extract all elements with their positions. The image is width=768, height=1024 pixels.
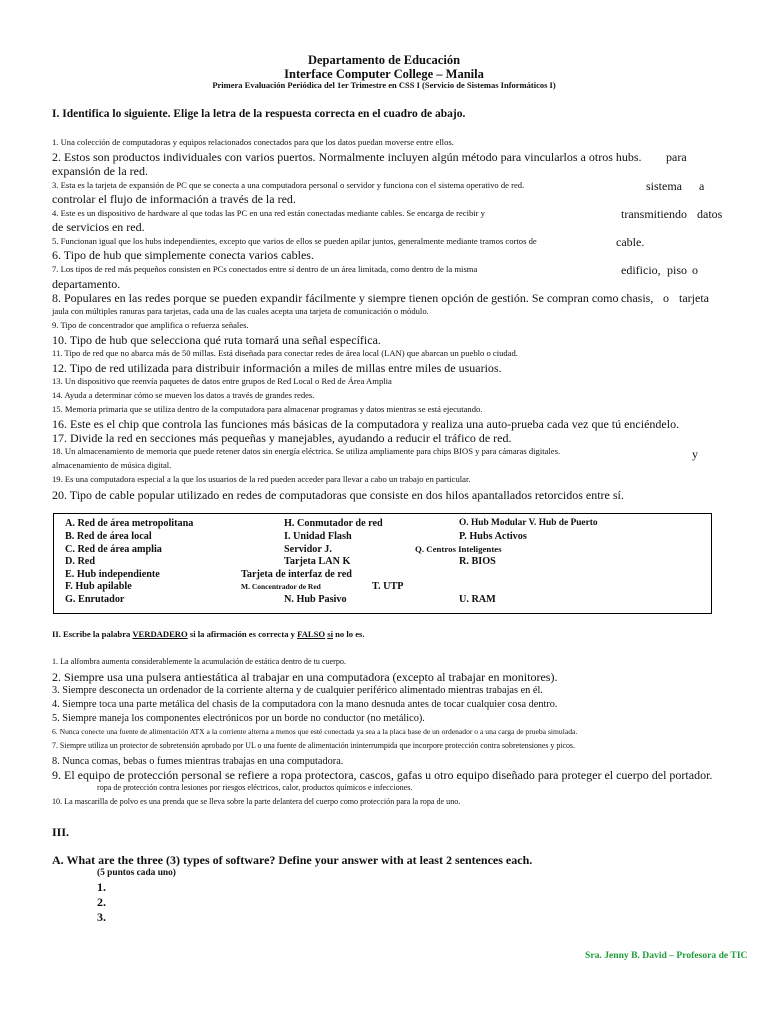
question-fragment: edificio, bbox=[621, 263, 661, 277]
question-line: 11. Tipo de red que no abarca más de 50 millas. Está diseñada para conectar redes de área local (LAN) que abarcan un pueblo o ciudad. bbox=[52, 348, 518, 358]
question-line: 10. Tipo de hub que selecciona qué ruta tomará una señal específica. bbox=[52, 333, 381, 347]
question-line: 6. Tipo de hub que simplemente conecta varios cables. bbox=[52, 248, 314, 262]
choice-p: P. Hubs Activos bbox=[459, 531, 527, 542]
statement-line: 3. Siempre desconecta un ordenador de la corriente alterna y de cualquier periférico alimentado mientras trabajas en él. bbox=[52, 685, 543, 696]
question-fragment: sistema bbox=[646, 179, 682, 193]
choice-t: T. UTP bbox=[372, 581, 404, 592]
question-line: jaula con múltiples ranuras para tarjetas, cada una de las cuales acepta una tarjeta de comunicación o módulo. bbox=[52, 306, 429, 316]
question-line: 20. Tipo de cable popular utilizado en redes de computadoras que consiste en dos hilos apantallados retorcidos entre sí. bbox=[52, 488, 624, 502]
question-line: de servicios en red. bbox=[52, 220, 145, 234]
choice-g: G. Enrutador bbox=[65, 594, 125, 605]
question-line: 16. Este es el chip que controla las funciones más básicas de la computadora y realiza una auto-prueba cada vez que tú enciéndelo. bbox=[52, 417, 680, 431]
choice-f: F. Hub apilable bbox=[65, 581, 132, 592]
question-line: controlar el flujo de información a través de la red. bbox=[52, 192, 296, 206]
question-line: 15. Memoria primaria que se utiliza dentro de la computadora para almacenar programas y datos mientras se está ejecutando. bbox=[52, 404, 483, 414]
statement-line: 8. Nunca comas, bebas o fumes mientras trabajas en una computadora. bbox=[52, 756, 344, 767]
question-fragment: y bbox=[692, 447, 698, 461]
choice-m: M. Concentrador de Red bbox=[241, 582, 321, 591]
question-line: 13. Un dispositivo que reenvía paquetes de datos entre grupos de Red Local o Red de Área Amplia bbox=[52, 376, 392, 386]
question-line: 9. Tipo de concentrador que amplifica o refuerza señales. bbox=[52, 320, 249, 330]
choice-u: U. RAM bbox=[459, 594, 496, 605]
statement-line: 1. La alfombra aumenta considerablemente la acumulación de estática dentro de tu cuerpo. bbox=[52, 657, 346, 666]
statement-line: 10. La mascarilla de polvo es una prenda que se lleva sobre la parte delantera del cuerpo como protección para la ropa de uno. bbox=[52, 797, 461, 806]
question-line: expansión de la red. bbox=[52, 164, 148, 178]
points-note: (5 puntos cada uno) bbox=[97, 868, 176, 878]
answer-line-2: 2. bbox=[97, 895, 106, 909]
question-fragment: piso bbox=[667, 263, 688, 277]
choice-c: C. Red de área amplia bbox=[65, 544, 162, 555]
section2-title: II. Escribe la palabra VERDADERO si la afirmación es correcta y FALSO si no lo es. bbox=[52, 629, 365, 639]
teacher-signature: Sra. Jenny B. David – Profesora de TIC bbox=[585, 950, 748, 961]
word-verdadero: VERDADERO bbox=[132, 629, 188, 639]
statement-line: 6. Nunca conecte una fuente de alimentación ATX a la corriente alterna a menos que esté conectada ya sea a la placa base de un ordenador o a una carga de prueba simulada. bbox=[52, 727, 578, 736]
question-fragment: para bbox=[666, 150, 687, 164]
department-title: Departamento de Educación bbox=[307, 53, 461, 67]
question-line: almacenamiento de música digital. bbox=[52, 460, 172, 470]
word-si: si bbox=[327, 629, 333, 639]
question-fragment: chasis, bbox=[621, 291, 654, 305]
section1-title: I. Identifica lo siguiente. Elige la letra de la respuesta correcta en el cuadro de abajo. bbox=[52, 108, 466, 120]
choice-q: Q. Centros Inteligentes bbox=[415, 544, 502, 554]
answer-line-1: 1. bbox=[97, 880, 106, 894]
choice-r: R. BIOS bbox=[459, 556, 496, 567]
choice-b: B. Red de área local bbox=[65, 531, 152, 542]
choice-n: N. Hub Pasivo bbox=[284, 594, 347, 605]
question-line: 19. Es una computadora especial a la que los usuarios de la red pueden acceder para llevar a cabo un trabajo en particular. bbox=[52, 474, 471, 484]
question-fragment: o bbox=[663, 291, 669, 305]
word-falso: FALSO bbox=[297, 629, 326, 639]
question-line: 2. Estos son productos individuales con varios puertos. Normalmente incluyen algún método para vincularlos a otros hubs. bbox=[52, 150, 642, 164]
question-line: departamento. bbox=[52, 277, 121, 291]
statement-line: 4. Siempre toca una parte metálica del chasis de la computadora con la mano desnuda antes de tocar cualquier cosa dentro. bbox=[52, 699, 558, 710]
choice-i: I. Unidad Flash bbox=[284, 531, 352, 542]
statement-line: 9. El equipo de protección personal se refiere a ropa protectora, cascos, gafas u otro equipo diseñado para proteger el cuerpo del portador. bbox=[52, 768, 713, 782]
choice-e: E. Hub independiente bbox=[65, 569, 160, 580]
question-line: 8. Populares en las redes porque se pueden expandir fácilmente y siempre tienen opción de gestión. Se compran como bbox=[52, 291, 619, 305]
choice-a: A. Red de área metropolitana bbox=[65, 518, 194, 529]
question-line: 7. Los tipos de red más pequeños consisten en PCs conectados entre sí dentro de un área limitada, como dentro de la misma bbox=[52, 264, 478, 274]
question-fragment: transmitiendo bbox=[621, 207, 687, 221]
question-fragment: a bbox=[699, 179, 705, 193]
statement-line: 2. Siempre usa una pulsera antiestática al trabajar en una computadora (excepto al trabajar en monitores). bbox=[52, 670, 558, 684]
section3-title: III. bbox=[52, 825, 70, 839]
question-line: 14. Ayuda a determinar cómo se mueven los datos a través de grandes redes. bbox=[52, 390, 315, 400]
exam-title: Primera Evaluación Periódica del 1er Trimestre en CSS I (Servicio de Sistemas Informáticos I) bbox=[212, 80, 556, 90]
question-line: 4. Este es un dispositivo de hardware al que todas las PC en una red están conectadas mediante cables. Se encarga de recibir y bbox=[52, 208, 485, 218]
section3-question: A. What are the three (3) types of software? Define your answer with at least 2 sentences each. bbox=[52, 853, 533, 867]
choice-d: D. Red bbox=[65, 556, 95, 567]
statement-line: ropa de protección contra lesiones por riesgos eléctricos, calor, productos químicos e infecciones. bbox=[97, 783, 413, 792]
question-line: 17. Divide la red en secciones más pequeñas y manejables, ayudando a reducir el tráfico de red. bbox=[52, 431, 512, 445]
question-line: 1. Una colección de computadoras y equipos relacionados conectados para que los datos puedan moverse entre ellos. bbox=[52, 137, 454, 147]
college-title: Interface Computer College – Manila bbox=[284, 67, 484, 81]
statement-line: 5. Siempre maneja los componentes electrónicos por un borde no conductor (no metálico). bbox=[52, 713, 425, 724]
choice-j: Servidor J. bbox=[284, 544, 332, 555]
question-fragment: tarjeta bbox=[679, 291, 709, 305]
choice-l: Tarjeta de interfaz de red bbox=[241, 569, 352, 580]
statement-line: 7. Siempre utiliza un protector de sobretensión aprobado por UL o una fuente de alimentación ininterrumpida que incorpore protección contra sobretensiones y picos. bbox=[52, 741, 575, 750]
choice-h: H. Conmutador de red bbox=[284, 518, 383, 529]
choice-k: Tarjeta LAN K bbox=[284, 556, 351, 567]
choice-o-v: O. Hub Modular V. Hub de Puerto bbox=[459, 518, 598, 528]
answer-line-3: 3. bbox=[97, 910, 106, 924]
question-line: 18. Un almacenamiento de memoria que puede retener datos sin energía eléctrica. Se utiliza ampliamente para chips BIOS y para cámaras digitales. bbox=[52, 446, 561, 456]
question-line: 12. Tipo de red utilizada para distribuir información a miles de millas entre miles de usuarios. bbox=[52, 361, 502, 375]
question-fragment: datos bbox=[697, 207, 723, 221]
question-line: 3. Esta es la tarjeta de expansión de PC que se conecta a una computadora personal o servidor y funciona con el sistema operativo de red. bbox=[52, 180, 525, 190]
question-fragment: o bbox=[692, 263, 698, 277]
question-line: 5. Funcionan igual que los hubs independientes, excepto que varios de ellos se pueden apilar juntos, generalmente mediante tramos cortos de bbox=[52, 236, 537, 246]
question-fragment: cable. bbox=[616, 235, 645, 249]
